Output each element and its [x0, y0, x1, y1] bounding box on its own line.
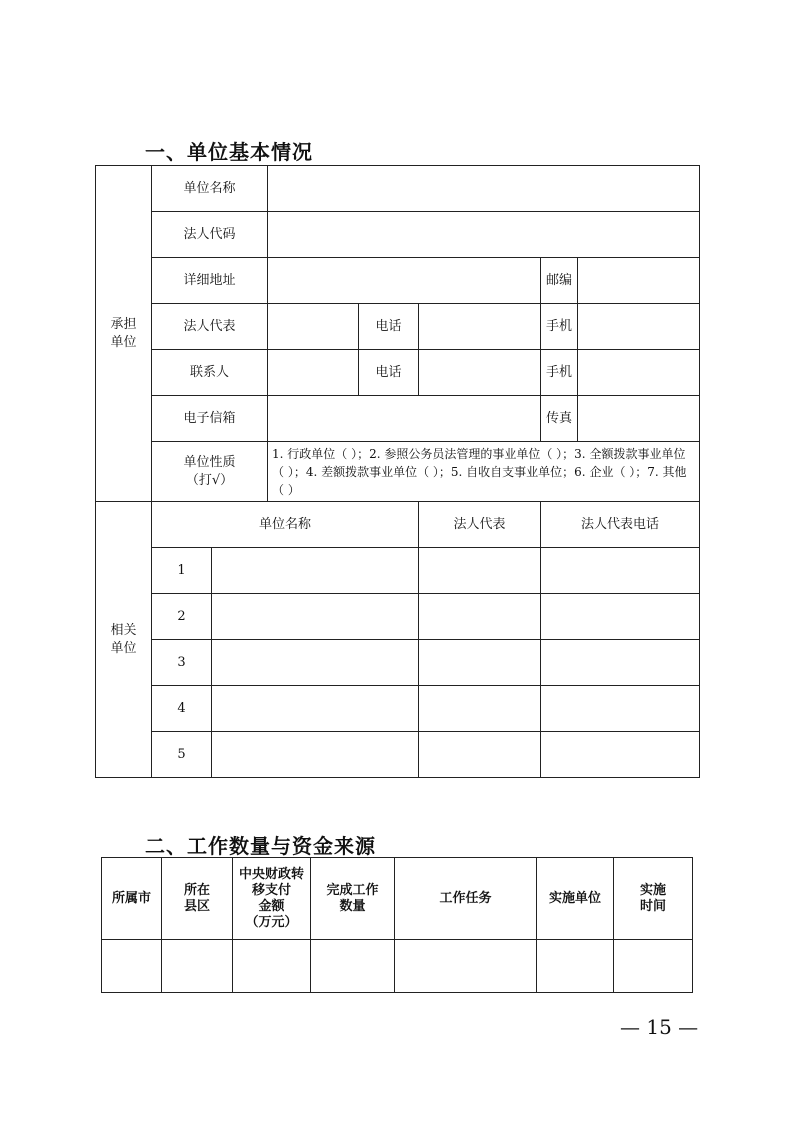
header-work-quantity: 完成工作 数量: [311, 858, 395, 940]
related-unit-label: 相关 单位: [96, 502, 152, 778]
related-row-number: 2: [152, 594, 212, 640]
section1-title: 一、单位基本情况: [145, 140, 313, 164]
contact-mobile-field[interactable]: [578, 350, 700, 396]
postcode-field[interactable]: [578, 258, 700, 304]
email-label: 电子信箱: [152, 396, 268, 442]
related-legal-rep-field[interactable]: [419, 640, 541, 686]
related-unit-name-header: 单位名称: [152, 502, 419, 548]
fax-label: 传真: [541, 396, 578, 442]
unit-nature-options[interactable]: 1. 行政单位（ ）；2. 参照公务员法管理的事业单位（ ）；3. 全额拨款事业单位（ ）；4. 差额拨款事业单位（ ）；5. 自收自支事业单位；6. 企业（ ）；7. 其他（ ）: [268, 442, 700, 502]
related-unit-name-field[interactable]: [212, 594, 419, 640]
work-task-field[interactable]: [395, 940, 537, 993]
implementing-unit-field[interactable]: [537, 940, 614, 993]
related-row-number: 1: [152, 548, 212, 594]
legal-rep-mobile-field[interactable]: [578, 304, 700, 350]
header-central-funds: 中央财政转 移支付 金额 （万元）: [233, 858, 311, 940]
undertaking-unit-label: 承担 单位: [96, 166, 152, 502]
legal-rep-phone-label: 电话: [359, 304, 419, 350]
contact-label: 联系人: [152, 350, 268, 396]
related-row-number: 4: [152, 686, 212, 732]
related-unit-name-field[interactable]: [212, 640, 419, 686]
related-unit-name-field[interactable]: [212, 548, 419, 594]
legal-code-field[interactable]: [268, 212, 700, 258]
fax-field[interactable]: [578, 396, 700, 442]
contact-mobile-label: 手机: [541, 350, 578, 396]
work-quantity-field[interactable]: [311, 940, 395, 993]
legal-rep-mobile-label: 手机: [541, 304, 578, 350]
legal-rep-label: 法人代表: [152, 304, 268, 350]
related-legal-rep-phone-field[interactable]: [541, 732, 700, 778]
address-label: 详细地址: [152, 258, 268, 304]
related-row-number: 3: [152, 640, 212, 686]
county-field[interactable]: [162, 940, 233, 993]
unit-name-label: 单位名称: [152, 166, 268, 212]
related-unit-name-field[interactable]: [212, 732, 419, 778]
related-legal-rep-phone-field[interactable]: [541, 594, 700, 640]
header-implementing-unit: 实施单位: [537, 858, 614, 940]
related-legal-rep-phone-field[interactable]: [541, 686, 700, 732]
section2-title: 二、工作数量与资金来源: [145, 834, 376, 858]
related-legal-rep-field[interactable]: [419, 732, 541, 778]
header-work-task: 工作任务: [395, 858, 537, 940]
legal-rep-field[interactable]: [268, 304, 359, 350]
legal-rep-phone-field[interactable]: [419, 304, 541, 350]
legal-code-label: 法人代码: [152, 212, 268, 258]
related-legal-rep-field[interactable]: [419, 548, 541, 594]
work-funding-table: [101, 857, 693, 993]
header-county: 所在 县区: [162, 858, 233, 940]
address-field[interactable]: [268, 258, 541, 304]
city-field[interactable]: [102, 940, 162, 993]
contact-phone-label: 电话: [359, 350, 419, 396]
unit-nature-label: 单位性质 （打√）: [152, 442, 268, 502]
related-legal-rep-phone-field[interactable]: [541, 640, 700, 686]
central-funds-field[interactable]: [233, 940, 311, 993]
related-unit-name-field[interactable]: [212, 686, 419, 732]
related-row-number: 5: [152, 732, 212, 778]
implementation-time-field[interactable]: [614, 940, 693, 993]
related-legal-rep-field[interactable]: [419, 594, 541, 640]
related-legal-rep-field[interactable]: [419, 686, 541, 732]
related-legal-rep-header: 法人代表: [419, 502, 541, 548]
unit-name-field[interactable]: [268, 166, 700, 212]
contact-phone-field[interactable]: [419, 350, 541, 396]
contact-field[interactable]: [268, 350, 359, 396]
email-field[interactable]: [268, 396, 541, 442]
header-city: 所属市: [102, 858, 162, 940]
postcode-label: 邮编: [541, 258, 578, 304]
unit-basic-info-table: [95, 165, 700, 778]
header-implementation-time: 实施 时间: [614, 858, 693, 940]
related-legal-rep-phone-header: 法人代表电话: [541, 502, 700, 548]
page-number: — 15 —: [620, 1015, 699, 1039]
related-legal-rep-phone-field[interactable]: [541, 548, 700, 594]
